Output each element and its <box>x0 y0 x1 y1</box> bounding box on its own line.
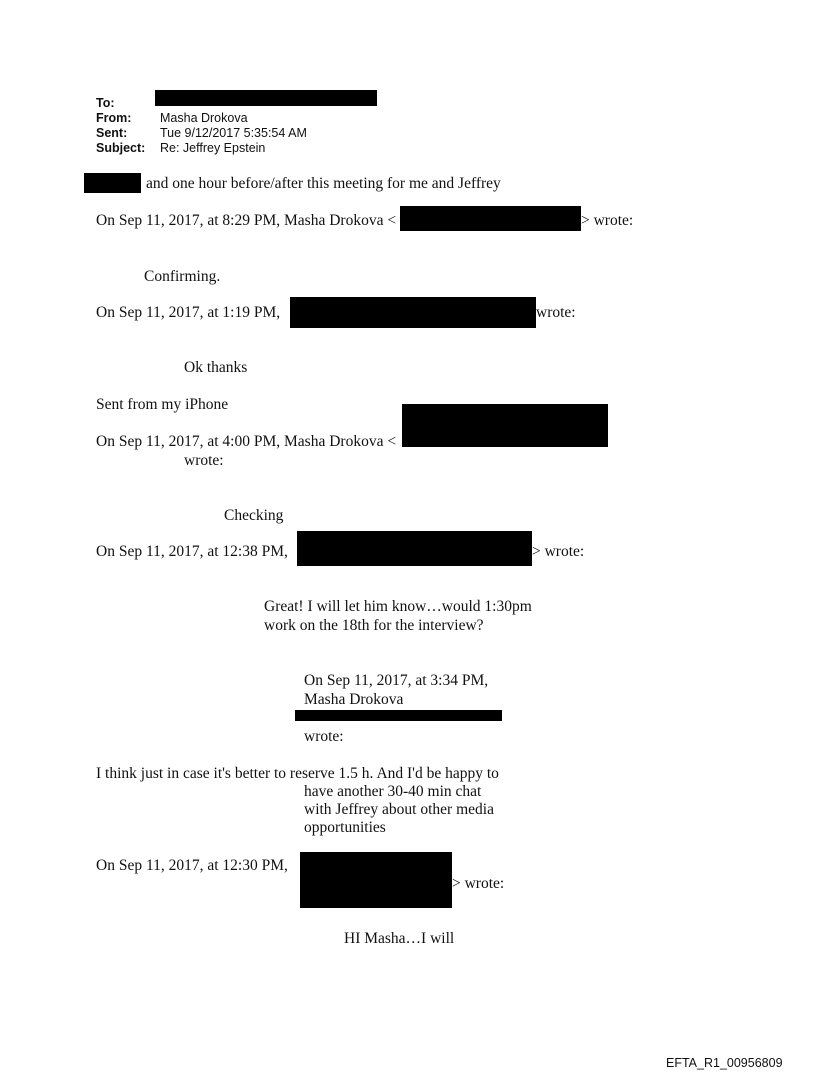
think-line1: I think just in case it's better to reserve 1.5 h. And I'd be happy to <box>96 765 499 782</box>
think-line2: have another 30-40 min chat <box>304 783 482 800</box>
quote4-header-prefix: On Sep 11, 2017, at 12:38 PM, <box>96 543 288 560</box>
quote5-wrote: wrote: <box>304 728 344 745</box>
think-line3: with Jeffrey about other media <box>304 801 494 818</box>
redaction-q2-sender <box>290 297 536 328</box>
quote3-wrote: wrote: <box>184 452 224 469</box>
quote2-header-prefix: On Sep 11, 2017, at 1:19 PM, <box>96 304 281 321</box>
redaction-line1 <box>84 173 141 193</box>
quote5-line1: On Sep 11, 2017, at 3:34 PM, <box>304 672 489 689</box>
redaction-q1-email <box>400 206 581 231</box>
redaction-q5-email <box>295 710 502 721</box>
sent-label: Sent: <box>96 126 128 140</box>
redaction-q6-sender <box>300 852 452 908</box>
ok-thanks-text: Ok thanks <box>184 359 248 376</box>
sent-value: Tue 9/12/2017 5:35:54 AM <box>160 126 307 140</box>
great-line2: work on the 18th for the interview? <box>264 617 484 634</box>
quote6-header-prefix: On Sep 11, 2017, at 12:30 PM, <box>96 857 288 874</box>
quote6-header-suffix: > wrote: <box>452 875 505 892</box>
redaction-q4-sender <box>297 531 532 566</box>
quote5-line2: Masha Drokova <box>304 691 404 708</box>
document-id: EFTA_R1_00956809 <box>666 1056 783 1070</box>
sent-from-text: Sent from my iPhone <box>96 396 229 413</box>
subject-value: Re: Jeffrey Epstein <box>160 141 266 155</box>
redaction-to <box>155 90 377 106</box>
body-line1: and one hour before/after this meeting for me and Jeffrey <box>146 175 501 192</box>
to-label: To: <box>96 96 115 110</box>
from-label: From: <box>96 111 132 125</box>
great-line1: Great! I will let him know…would 1:30pm <box>264 598 532 615</box>
checking-text: Checking <box>224 507 284 524</box>
think-line4: opportunities <box>304 819 386 836</box>
from-value: Masha Drokova <box>160 111 248 125</box>
hi-masha-text: HI Masha…I will <box>344 930 455 947</box>
subject-label: Subject: <box>96 141 146 155</box>
confirming-text: Confirming. <box>144 268 221 285</box>
quote1-header-suffix: > wrote: <box>581 212 634 229</box>
quote3-header-prefix: On Sep 11, 2017, at 4:00 PM, Masha Drokova < <box>96 433 397 450</box>
quote2-header-suffix: wrote: <box>536 304 576 321</box>
quote4-header-suffix: > wrote: <box>532 543 585 560</box>
quote1-header-prefix: On Sep 11, 2017, at 8:29 PM, Masha Drokova < <box>96 212 397 229</box>
redaction-q3-email <box>402 404 608 447</box>
